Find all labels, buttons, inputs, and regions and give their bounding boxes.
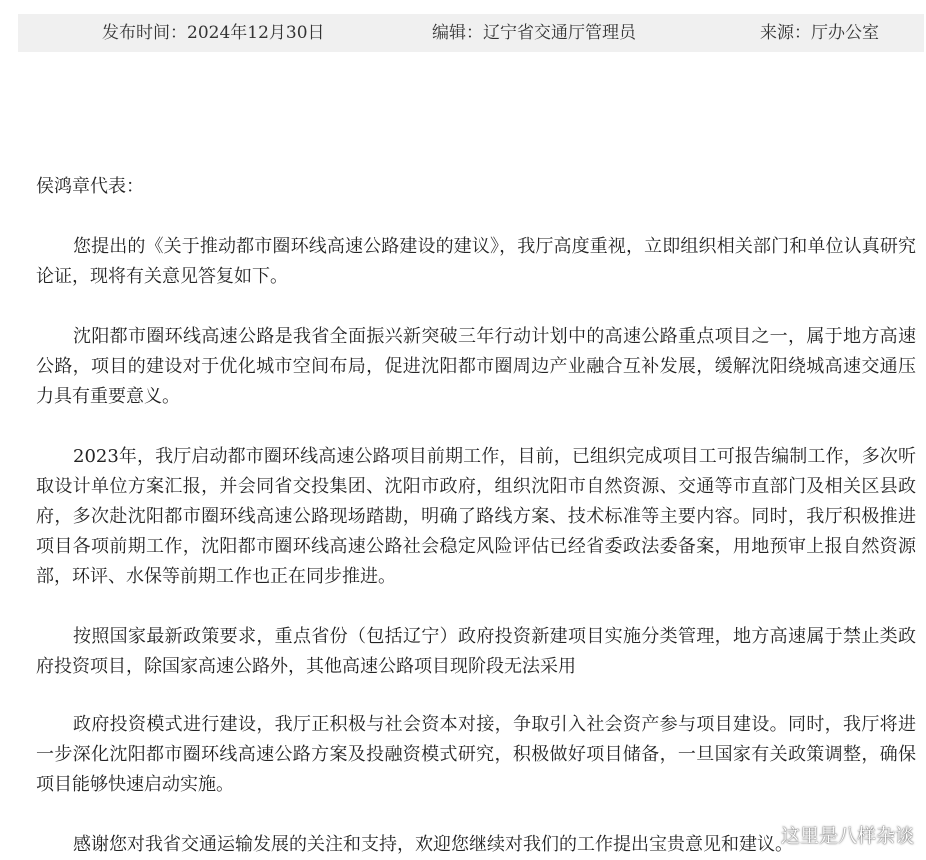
source-info: 来源：厅办公室 xyxy=(760,23,879,43)
editor-info: 编辑：辽宁省交通厅管理员 xyxy=(432,23,636,43)
paragraph-3: 2023年，我厅启动都市圈环线高速公路项目前期工作，目前，已组织完成项目工可报告编制工作，多次听取设计单位方案汇报，并会同省交投集团、沈阳市政府，组织沈阳市自然资源、交通等市直部门及相关区县政府，多次赴沈阳都市圈环线高速公路现场踏勘，明确了路线方案、技术标准等主要内容。同时，我厅积极推进项目各项前期工作，沈阳都市圈环线高速公路社会稳定风险评估已经省委政法委备案，用地预审上报自然资源部，环评、水保等前期工作也正在同步推进。 xyxy=(36,446,916,587)
paragraph-4: 按照国家最新政策要求，重点省份（包括辽宁）政府投资新建项目实施分类管理，地方高速属于禁止类政府投资项目，除国家高速公路外，其他高速公路项目现阶段无法采用 xyxy=(36,626,916,677)
publish-date: 发布时间：2024年12月30日 xyxy=(102,23,325,43)
letter-salutation: 侯鸿章代表： xyxy=(36,176,144,197)
watermark: 这里是八样杂谈 xyxy=(780,825,914,847)
paragraph-6: 感谢您对我省交通运输发展的关注和支持，欢迎您继续对我们的工作提出宝贵意见和建议。 xyxy=(73,834,793,855)
paragraph-2: 沈阳都市圈环线高速公路是我省全面振兴新突破三年行动计划中的高速公路重点项目之一，属于地方高速公路，项目的建设对于优化城市空间布局，促进沈阳都市圈周边产业融合互补发展，缓解沈阳绕城高速交通压力具有重要意义。 xyxy=(36,326,916,407)
article-meta-bar xyxy=(18,14,924,52)
paragraph-1: 您提出的《关于推动都市圈环线高速公路建设的建议》，我厅高度重视，立即组织相关部门和单位认真研究论证，现将有关意见答复如下。 xyxy=(36,236,916,287)
paragraph-5: 政府投资模式进行建设，我厅正积极与社会资本对接，争取引入社会资产参与项目建设。同时，我厅将进一步深化沈阳都市圈环线高速公路方案及投融资模式研究，积极做好项目储备，一旦国家有关政策调整，确保项目能够快速启动实施。 xyxy=(36,714,916,795)
